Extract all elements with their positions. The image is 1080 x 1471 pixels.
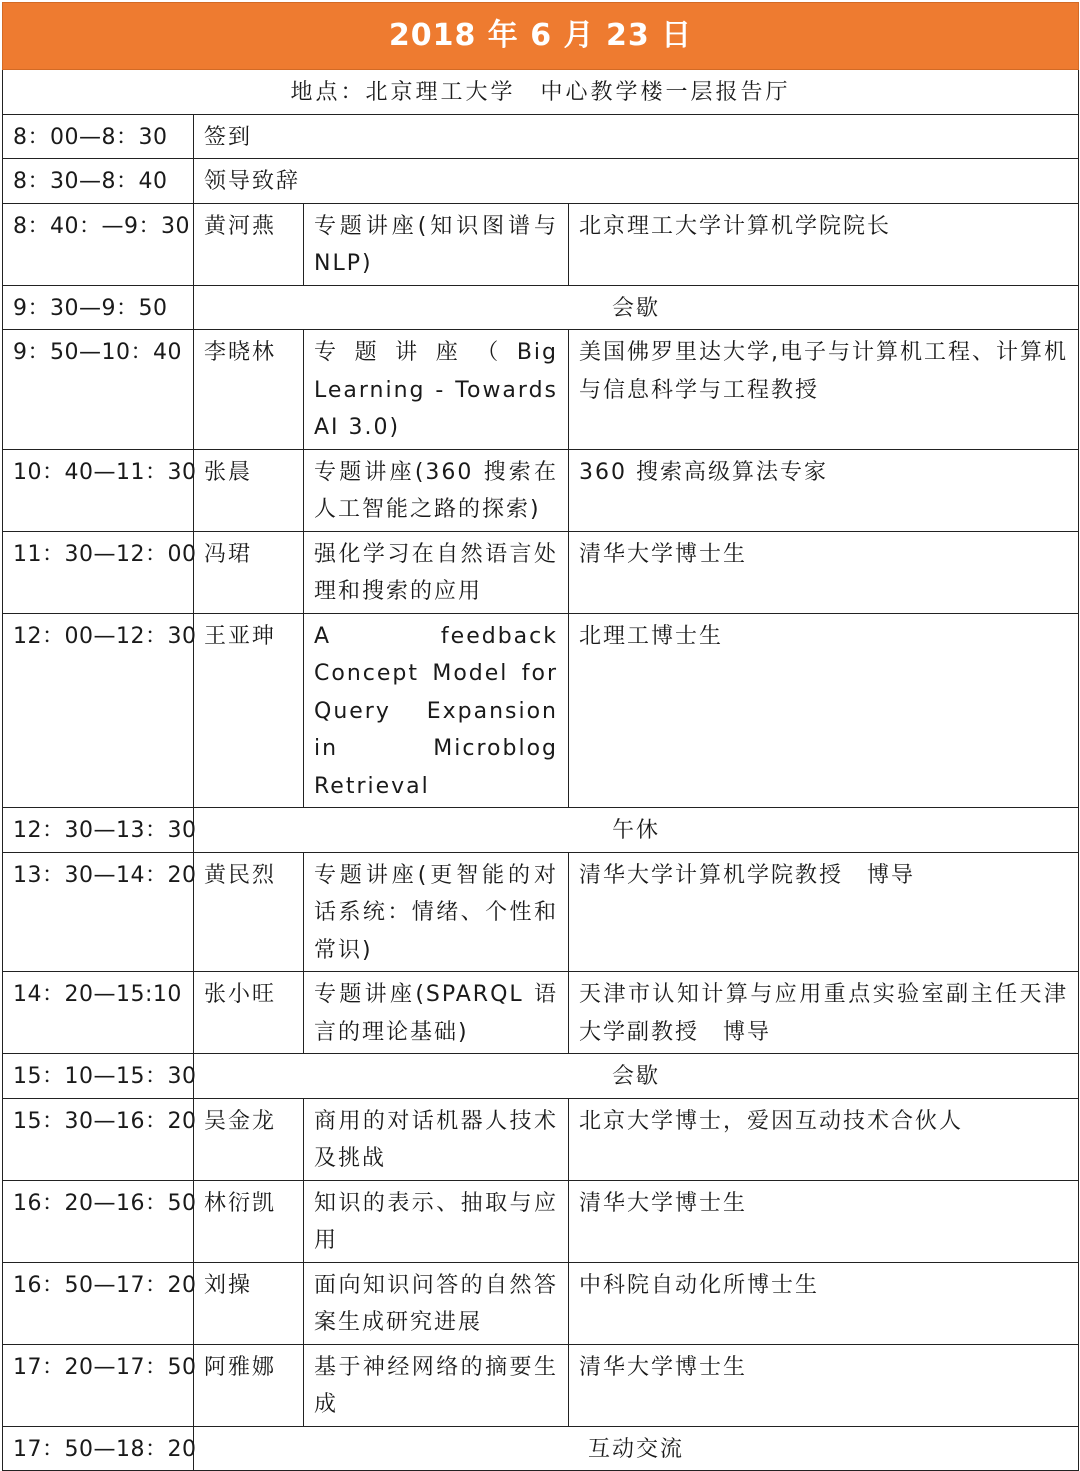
speaker-affiliation: 中科院自动化所博士生 (569, 1262, 1079, 1344)
session-row (3, 114, 1079, 159)
break-row (3, 808, 1079, 853)
speaker-name: 刘操 (194, 1262, 304, 1344)
talk-row (3, 330, 1079, 450)
venue-row (3, 70, 1079, 115)
break-label: 互动交流 (194, 1426, 1079, 1471)
time-slot: 10：40—11：30 (3, 449, 194, 531)
talk-row (3, 613, 1079, 808)
talk-topic: 专题讲座（Big Learning - Towards AI 3.0) (304, 330, 569, 450)
talk-row (3, 1344, 1079, 1426)
speaker-name: 张晨 (194, 449, 304, 531)
time-slot: 8：00—8：30 (3, 114, 194, 159)
talk-topic: 专题讲座(知识图谱与NLP) (304, 203, 569, 285)
speaker-affiliation: 清华大学博士生 (569, 531, 1079, 613)
time-slot: 11：30—12：00 (3, 531, 194, 613)
talk-topic: 基于神经网络的摘要生成 (304, 1344, 569, 1426)
time-slot: 9：30—9：50 (3, 285, 194, 330)
break-label: 会歇 (194, 285, 1079, 330)
speaker-affiliation: 清华大学博士生 (569, 1180, 1079, 1262)
session-row (3, 159, 1079, 204)
speaker-affiliation: 北京理工大学计算机学院院长 (569, 203, 1079, 285)
talk-row (3, 852, 1079, 972)
venue-text: 地点：北京理工大学 中心教学楼一层报告厅 (3, 70, 1079, 115)
talk-row (3, 203, 1079, 285)
speaker-affiliation: 天津市认知计算与应用重点实验室副主任天津大学副教授 博导 (569, 972, 1079, 1054)
speaker-name: 李晓林 (194, 330, 304, 450)
speaker-affiliation: 清华大学计算机学院教授 博导 (569, 852, 1079, 972)
time-slot: 13：30—14：20 (3, 852, 194, 972)
schedule-document (2, 2, 1078, 1471)
talk-topic: 专题讲座(SPARQL 语言的理论基础) (304, 972, 569, 1054)
talk-row (3, 1098, 1079, 1180)
break-label: 午休 (194, 808, 1079, 853)
header-row (3, 3, 1079, 70)
time-slot: 15：30—16：20 (3, 1098, 194, 1180)
talk-topic: A feedback Concept Model for Query Expansion in Microblog Retrieval (304, 613, 569, 808)
speaker-name: 阿雅娜 (194, 1344, 304, 1426)
speaker-affiliation: 北理工博士生 (569, 613, 1079, 808)
talk-row (3, 1180, 1079, 1262)
talk-topic: 知识的表示、抽取与应用 (304, 1180, 569, 1262)
time-slot: 12：30—13：30 (3, 808, 194, 853)
talk-row (3, 531, 1079, 613)
break-row (3, 1426, 1079, 1471)
speaker-name: 黄河燕 (194, 203, 304, 285)
speaker-name: 黄民烈 (194, 852, 304, 972)
break-row (3, 1054, 1079, 1099)
date-title: 2018 年 6 月 23 日 (3, 3, 1079, 70)
speaker-name: 张小旺 (194, 972, 304, 1054)
speaker-affiliation: 清华大学博士生 (569, 1344, 1079, 1426)
speaker-name: 冯珺 (194, 531, 304, 613)
speaker-name: 王亚珅 (194, 613, 304, 808)
talk-row (3, 1262, 1079, 1344)
talk-row (3, 449, 1079, 531)
time-slot: 8：30—8：40 (3, 159, 194, 204)
time-slot: 8：40：—9：30 (3, 203, 194, 285)
break-row (3, 285, 1079, 330)
talk-topic: 专题讲座(更智能的对话系统：情绪、个性和常识) (304, 852, 569, 972)
talk-topic: 专题讲座(360 搜索在人工智能之路的探索) (304, 449, 569, 531)
time-slot: 9：50—10：40 (3, 330, 194, 450)
break-label: 会歇 (194, 1054, 1079, 1099)
speaker-name: 吴金龙 (194, 1098, 304, 1180)
time-slot: 14：20—15:10 (3, 972, 194, 1054)
talk-row (3, 972, 1079, 1054)
speaker-affiliation: 360 搜索高级算法专家 (569, 449, 1079, 531)
time-slot: 17：20—17：50 (3, 1344, 194, 1426)
talk-topic: 商用的对话机器人技术及挑战 (304, 1098, 569, 1180)
speaker-affiliation: 美国佛罗里达大学,电子与计算机工程、计算机与信息科学与工程教授 (569, 330, 1079, 450)
time-slot: 15：10—15：30 (3, 1054, 194, 1099)
talk-topic: 面向知识问答的自然答案生成研究进展 (304, 1262, 569, 1344)
speaker-affiliation: 北京大学博士，爱因互动技术合伙人 (569, 1098, 1079, 1180)
time-slot: 17：50—18：20 (3, 1426, 194, 1471)
time-slot: 16：50—17：20 (3, 1262, 194, 1344)
session-label: 签到 (194, 114, 1079, 159)
speaker-name: 林衍凯 (194, 1180, 304, 1262)
time-slot: 12：00—12：30 (3, 613, 194, 808)
talk-topic: 强化学习在自然语言处理和搜索的应用 (304, 531, 569, 613)
time-slot: 16：20—16：50 (3, 1180, 194, 1262)
schedule-table (2, 2, 1079, 1471)
session-label: 领导致辞 (194, 159, 1079, 204)
